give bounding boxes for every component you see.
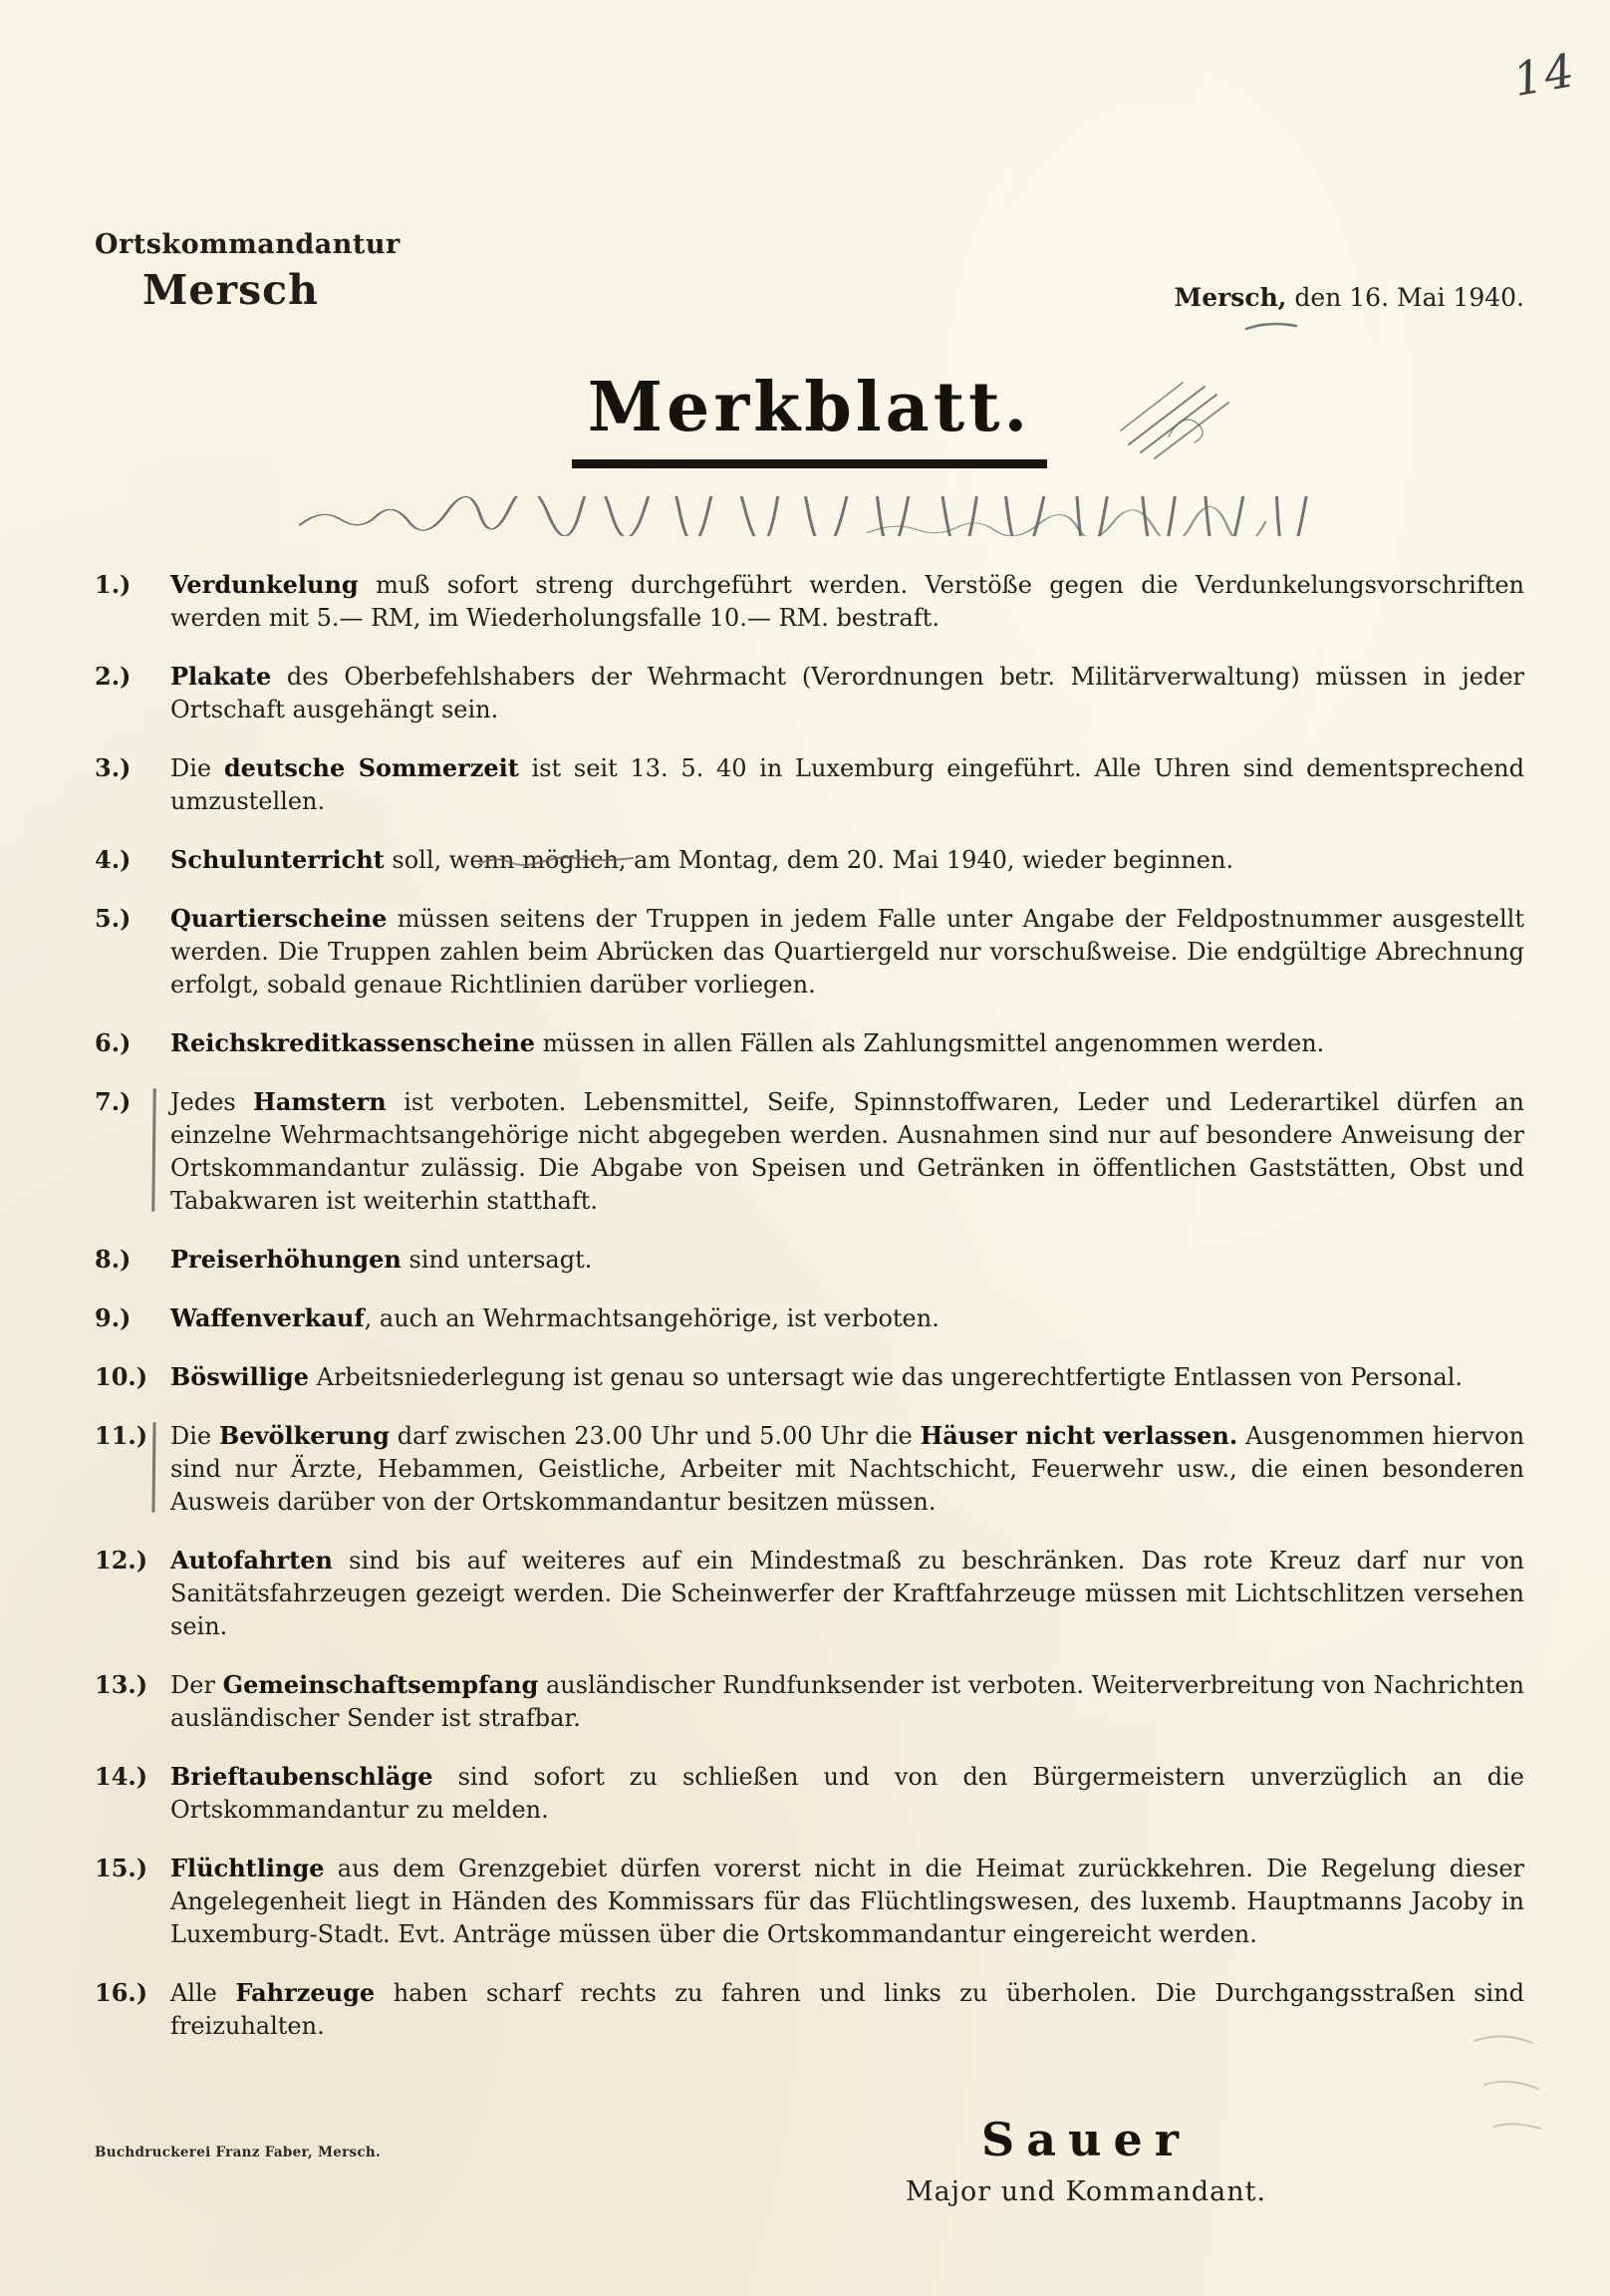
- list-item: [95, 660, 1524, 726]
- list-item: [95, 1852, 1524, 1951]
- item-text: Autofahrten sind bis auf weiteres auf ein Mindestmaß zu beschränken. Das rote Kreuz darf nur von Sanitätsfahrzeugen gezeigt werden. Die Scheinwerfer der Kraftfahrzeuge müssen mit Lichtschlitzen versehen sein.: [170, 1546, 1524, 1640]
- item-number: 7.): [95, 1087, 132, 1116]
- item-number: 13.): [95, 1670, 148, 1699]
- item-text: Böswillige Arbeitsniederlegung ist genau so untersagt wie das ungerechtfertigte Entlassen von Personal.: [170, 1362, 1464, 1391]
- list-item: [95, 751, 1524, 818]
- signature-role: Major und Kommandant.: [905, 2176, 1267, 2207]
- list-item: [95, 902, 1524, 1002]
- item-text: Der Gemeinschaftsempfang ausländischer Rundfunksender ist verboten. Weiterverbreitung von Nachrichten ausländischer Sender ist strafbar.: [170, 1670, 1524, 1732]
- list-item: [95, 1760, 1524, 1827]
- dateline-date: den 16. Mai 1940.: [1286, 283, 1524, 312]
- item-text: Verdunkelung muß sofort streng durchgeführt werden. Verstöße gegen die Verdunkelungsvorschriften werden mit 5.— RM, im Wiederholungsfalle 10.— RM. bestraft.: [170, 570, 1524, 632]
- list-item: [95, 1243, 1524, 1277]
- item-number: 9.): [95, 1303, 132, 1332]
- item-text: Reichskreditkassenscheine müssen in allen Fällen als Zahlungsmittel angenommen werden.: [170, 1028, 1325, 1057]
- item-number: 15.): [95, 1854, 148, 1882]
- item-number: 12.): [95, 1546, 148, 1575]
- item-text: Waffenverkauf, auch an Wehrmachtsangehörige, ist verboten.: [170, 1303, 939, 1332]
- office-location: Mersch: [142, 266, 319, 314]
- item-number: 4.): [95, 845, 132, 874]
- item-number: 2.): [95, 662, 132, 691]
- dateline-place: Mersch,: [1174, 283, 1287, 312]
- item-number: 5.): [95, 904, 132, 933]
- item-text: Schulunterricht soll, wenn möglich, am Montag, dem 20. Mai 1940, wieder beginnen.: [170, 845, 1234, 874]
- list-item: [95, 1085, 1524, 1218]
- item-number: 6.): [95, 1028, 132, 1057]
- document-header: [95, 229, 1524, 314]
- list-item: [95, 1301, 1524, 1335]
- office-name: Ortskommandantur: [95, 229, 401, 260]
- item-number: 10.): [95, 1362, 148, 1391]
- list-item: [95, 1668, 1524, 1735]
- item-number: 11.): [95, 1421, 148, 1450]
- handwritten-page-number: 14: [1509, 42, 1581, 108]
- document-content: [95, 0, 1524, 2207]
- item-text: Preiserhöhungen sind untersagt.: [170, 1245, 593, 1274]
- signature-name: Sauer: [981, 2113, 1191, 2166]
- issuing-office: [95, 229, 401, 314]
- item-text: Quartierscheine müssen seitens der Truppen in jedem Falle unter Angabe der Feldpostnummer ausgestellt werden. Die Truppen zahlen beim Abrücken das Quartiergeld nur vorschußweise. Die endgültige Abrechnung erfolgt, sobald genaue Richtlinien darüber vorliegen.: [170, 904, 1524, 999]
- item-text: Flüchtlinge aus dem Grenzgebiet dürfen vorerst nicht in die Heimat zurückkehren. Die Regelung dieser Angelegenheit liegt in Händen des Kommissars für das Flüchtlingswesen, des luxemb. Hauptmanns Jacoby in Luxemburg-Stadt. Evt. Anträge müssen über die Ortskommandantur eingereicht werden.: [170, 1854, 1524, 1948]
- item-number: 16.): [95, 1978, 148, 2007]
- list-item: [95, 1026, 1524, 1060]
- item-number: 1.): [95, 570, 132, 599]
- list-item: [95, 1419, 1524, 1519]
- item-text: Die Bevölkerung darf zwischen 23.00 Uhr und 5.00 Uhr die Häuser nicht verlassen. Ausgenommen hiervon sind nur Ärzte, Hebammen, Geistliche, Arbeiter mit Nachtschicht, Feuerwehr usw., die einen besonderen Ausweis darüber von der Ortskommandantur besitzen müssen.: [170, 1421, 1525, 1516]
- signature-block: [857, 2113, 1315, 2207]
- item-number: 14.): [95, 1762, 148, 1791]
- item-number: 8.): [95, 1245, 132, 1274]
- list-item: [95, 843, 1524, 877]
- item-text: Plakate des Oberbefehlshabers der Wehrmacht (Verordnungen betr. Militärverwaltung) müssen in jeder Ortschaft ausgehängt sein.: [170, 662, 1524, 723]
- printer-imprint: Buchdruckerei Franz Faber, Mersch.: [95, 2145, 382, 2160]
- item-number: 3.): [95, 753, 132, 782]
- list-item: [95, 1544, 1524, 1643]
- item-text: Alle Fahrzeuge haben scharf rechts zu fahren und links zu überholen. Die Durchgangsstraßen sind freizuhalten.: [170, 1978, 1525, 2040]
- dateline: [1175, 283, 1524, 314]
- page-title: Merkblatt.: [572, 368, 1047, 468]
- list-item: [95, 1976, 1524, 2043]
- item-text: Die deutsche Sommerzeit ist seit 13. 5. 40 in Luxemburg eingeführt. Alle Uhren sind dementsprechend umzustellen.: [170, 753, 1524, 815]
- list-item: [95, 568, 1524, 635]
- item-text: Jedes Hamstern ist verboten. Lebensmittel, Seife, Spinnstoffwaren, Leder und Lederartikel dürfen an einzelne Wehrmachtsangehörige nicht abgegeben werden. Ausnahmen sind nur auf besondere Anweisung der Ortskommandantur zulässig. Die Abgabe von Speisen und Getränken in öffentlichen Gaststätten, Obst und Tabakwaren ist weiterhin statthaft.: [170, 1087, 1524, 1215]
- list-item: [95, 1360, 1524, 1394]
- items-list: [95, 568, 1524, 2043]
- item-text: Brieftaubenschläge sind sofort zu schließen und von den Bürgermeistern unverzüglich an die Ortskommandantur zu melden.: [170, 1762, 1524, 1824]
